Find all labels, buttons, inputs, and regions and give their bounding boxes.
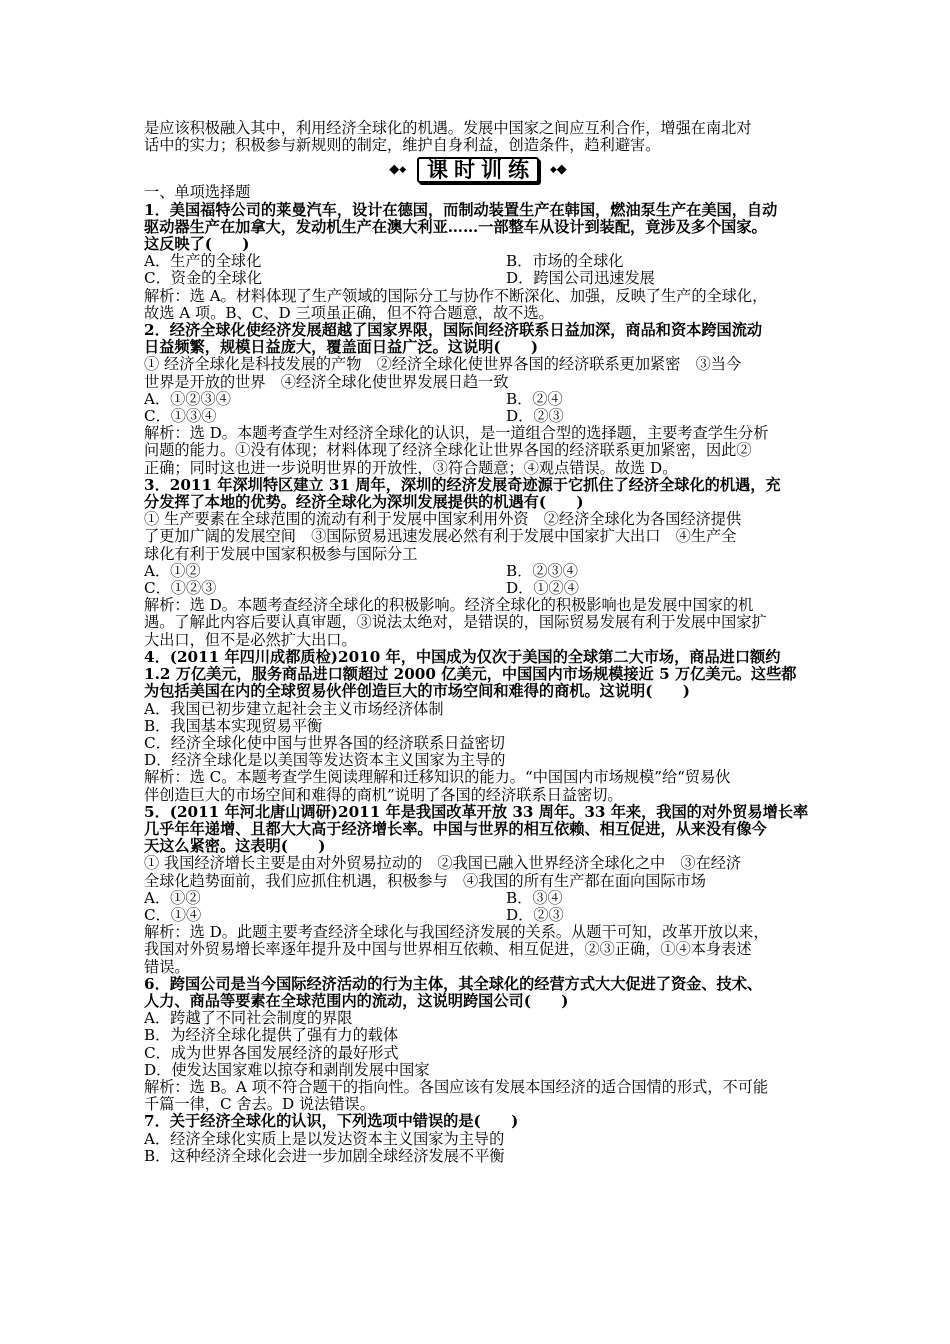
question-stem: 6．跨国公司是当今国际经济活动的行为主体，其全球化的经营方式大大促进了资金、技术、 xyxy=(144,974,763,993)
question-stem: 天这么紧密。这表明( ) xyxy=(144,837,326,856)
option: C．①②③ xyxy=(144,579,217,598)
question-stem: 日益频繁，规模日益庞大，覆盖面日益广泛。这说明( ) xyxy=(144,338,539,357)
analysis-line: 错误。 xyxy=(144,957,190,976)
question-stem: 全球化趋势面前，我们应抓住机遇，积极参与 ④我国的所有生产都在面向国际市场 xyxy=(144,871,706,890)
option: A．我国已初步建立起社会主义市场经济体制 xyxy=(144,699,444,718)
question-stem: ① 生产要素在全球范围的流动有利于发展中国家利用外资 ②经济全球化为各国经济提供 xyxy=(144,510,742,529)
option-row xyxy=(144,391,812,408)
diamond-icon: ◆ xyxy=(389,162,400,178)
question-stem: 1.2 万亿美元，服务商品进口额超过 2000 亿美元，中国国内市场规模接近 5 万亿美元。这些都 xyxy=(144,665,797,684)
option: C．①④ xyxy=(144,905,202,924)
option: D．②③ xyxy=(506,905,564,924)
analysis-line: 千篇一律，C 舍去。D 说法错误。 xyxy=(144,1095,375,1114)
analysis-line: 解析：选 D。本题考查学生对经济全球化的认识，是一道组合型的选择题，主要考查学生分析 xyxy=(144,424,769,443)
section-banner xyxy=(144,156,812,182)
option-row xyxy=(144,408,812,425)
option: C．①③④ xyxy=(144,407,217,426)
analysis-line: 大出口，但不是必然扩大出口。 xyxy=(144,630,357,649)
analysis-line: 解析：选 B。A 项不符合题干的指向性。各国应该有发展本国经济的适合国情的形式，不可能 xyxy=(144,1077,769,1096)
intro-line: 是应该积极融入其中，利用经济全球化的机遇。发展中国家之间应互利合作，增强在南北对 xyxy=(144,119,752,137)
option: B．②③④ xyxy=(506,561,578,580)
analysis-line: 解析：选 A。材料体现了生产领域的国际分工与协作不断深化、加强，反映了生产的全球化， xyxy=(144,286,768,305)
question-stem: 分发挥了本地的优势。经济全球化为深圳发展提供的机遇有( ) xyxy=(144,493,584,512)
option: D．②③ xyxy=(506,407,564,426)
document-page xyxy=(144,120,812,1165)
analysis-line: 遇。了解此内容后要认真审题，③说法太绝对，是错误的，国际贸易发展有利于发展中国家扩 xyxy=(144,613,767,632)
option: A．①② xyxy=(144,888,201,907)
question-stem: 了更加广阔的发展空间 ③国际贸易迅速发展必然有利于发展中国家扩大出口 ④生产全 xyxy=(144,527,737,546)
analysis-line: 我国对外贸易增长率逐年提升及中国与世界相互依赖、相互促进，②③正确，①④本身表述 xyxy=(144,940,752,959)
option: A．①② xyxy=(144,561,201,580)
question-stem: 1．美国福特公司的莱曼汽车，设计在德国，而制动装置生产在韩国，燃油泵生产在美国，自动 xyxy=(144,200,778,219)
option: B．为经济全球化提供了强有力的载体 xyxy=(144,1026,399,1045)
option: C．成为世界各国发展经济的最好形式 xyxy=(144,1043,399,1062)
question-stem: 人力、商品等要素在全球范围内的流动，这说明跨国公司( ) xyxy=(144,991,569,1010)
analysis-line: 解析：选 D。此题主要考查经济全球化与我国经济发展的关系。从题干可知，改革开放以来， xyxy=(144,923,769,942)
question-stem: 几乎年年递增、且都大大高于经济增长率。中国与世界的相互依赖、相互促进，从来没有像今 xyxy=(144,819,767,838)
analysis-line: 正确；同时这也进一步说明世界的开放性，③符合题意；④观点错误。故选 D。 xyxy=(144,458,678,477)
question-stem: 驱动器生产在加拿大，发动机生产在澳大利亚……一部整车从设计到装配，竟涉及多个国家。 xyxy=(144,217,767,236)
option: B．这种经济全球化会进一步加剧全球经济发展不平衡 xyxy=(144,1146,505,1165)
option-row xyxy=(144,270,812,287)
question-stem: 2．经济全球化使经济发展超越了国家界限，国际间经济联系日益加深，商品和资本跨国流动 xyxy=(144,321,763,340)
option: D．跨国公司迅速发展 xyxy=(506,269,655,288)
option-row xyxy=(144,580,812,597)
question-stem: 世界是开放的世界 ④经济全球化使世界发展日趋一致 xyxy=(144,372,509,391)
intro-line: 话中的实力；积极参与新规则的制定，维护自身利益，创造条件，趋利避害。 xyxy=(144,136,661,155)
diamond-small-icon: ◆ xyxy=(549,165,557,176)
option-row xyxy=(144,890,812,907)
option: D．经济全球化是以美国等发达资本主义国家为主导的 xyxy=(144,751,506,770)
question-stem: ① 经济全球化是科技发展的产物 ②经济全球化使世界各国的经济联系更加紧密 ③当今 xyxy=(144,355,742,374)
option: D．使发达国家难以掠夺和剥削发展中国家 xyxy=(144,1060,430,1079)
option: A．经济全球化实质上是以发达资本主义国家为主导的 xyxy=(144,1129,505,1148)
option: A．跨越了不同社会制度的界限 xyxy=(144,1009,353,1028)
option: B．③④ xyxy=(506,888,563,907)
option: B．②④ xyxy=(506,389,563,408)
option: D．①②④ xyxy=(506,579,579,598)
question-stem: ① 我国经济增长主要是由对外贸易拉动的 ②我国已融入世界经济全球化之中 ③在经济 xyxy=(144,854,742,873)
option: B．市场的全球化 xyxy=(506,252,624,271)
question-stem: 这反映了( ) xyxy=(144,235,250,254)
option: C．资金的全球化 xyxy=(144,269,262,288)
banner-title: 课时训练 xyxy=(417,157,539,183)
question-stem: 5．(2011 年河北唐山调研)2011 年是我国改革开放 33 周年。33 年来，我国的对外贸易增长率 xyxy=(144,802,809,821)
question-stem: 为包括美国在内的全球贸易伙伴创造巨大的市场空间和难得的商机。这说明( ) xyxy=(144,682,690,701)
diamond-icon: ◆ xyxy=(556,162,567,178)
question-stem: 7．关于经济全球化的认识，下列选项中错误的是( ) xyxy=(144,1112,519,1131)
section-title: 一、单项选择题 xyxy=(144,183,251,202)
option: A．①②③④ xyxy=(144,389,231,408)
option-row xyxy=(144,563,812,580)
analysis-line: 解析：选 D。本题考查经济全球化的积极影响。经济全球化的积极影响也是发展中国家的机 xyxy=(144,596,754,615)
question-stem: 球化有利于发展中国家积极参与国际分工 xyxy=(144,544,418,563)
diamond-small-icon: ◆ xyxy=(399,165,407,176)
analysis-line: 故选 A 项。B、C、D 三项虽正确，但不符合题意，故不选。 xyxy=(144,303,554,322)
analysis-line: 问题的能力。①没有体现；材料体现了经济全球化让世界各国的经济联系更加紧密，因此② xyxy=(144,441,752,460)
question-stem: 4．(2011 年四川成都质检)2010 年，中国成为仅次于美国的全球第二大市场，商品进口额约 xyxy=(144,647,781,666)
option: C．经济全球化使中国与世界各国的经济联系日益密切 xyxy=(144,733,505,752)
analysis-line: 解析：选 C。本题考查学生阅读理解和迁移知识的能力。“中国国内市场规模”给“贸易伙 xyxy=(144,768,731,787)
option: B．我国基本实现贸易平衡 xyxy=(144,716,323,735)
question-stem: 3．2011 年深圳特区建立 31 周年，深圳的经济发展奇迹源于它抓住了经济全球化的机遇，充 xyxy=(144,475,781,494)
option-row xyxy=(144,253,812,270)
option: A．生产的全球化 xyxy=(144,252,262,271)
analysis-line: 伴创造巨大的市场空间和难得的商机”说明了各国的经济联系日益密切。 xyxy=(144,785,623,804)
option-row xyxy=(144,907,812,924)
